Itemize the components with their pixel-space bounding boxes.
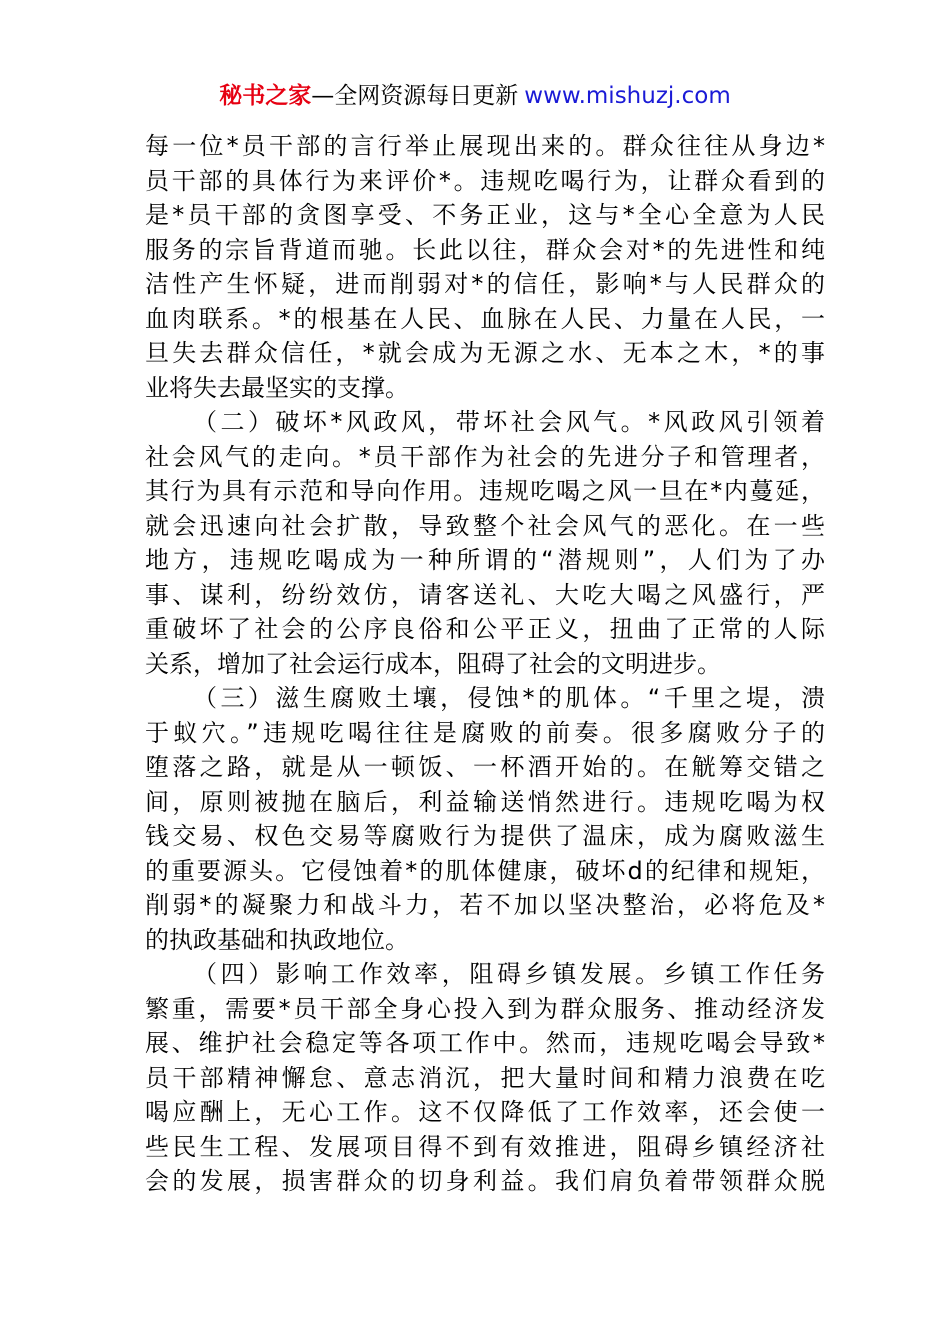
text-line: 会的发展，损害群众的切身利益。我们肩负着带领群众脱: [145, 1167, 825, 1195]
text-line: 社会风气的走向。*员干部作为社会的先进分子和管理者，: [145, 442, 825, 471]
text-line: 血肉联系。*的根基在人民、血脉在人民、力量在人民，一: [145, 304, 825, 333]
text-line: 业将失去最坚实的支撑。: [145, 373, 409, 402]
page-header: [0, 80, 950, 112]
text-line: 就会迅速向社会扩散，导致整个社会风气的恶化。在一些: [145, 511, 825, 540]
header-tagline: —全网资源每日更新: [311, 83, 519, 109]
text-line: 旦失去群众信任，*就会成为无源之水、无本之木，*的事: [145, 339, 825, 367]
brand-name: 秘书之家: [219, 83, 312, 109]
text-line: 服务的宗旨背道而驰。长此以往，群众会对*的先进性和纯: [145, 235, 825, 264]
section-heading-line: （三）滋生腐败土壤，侵蚀*的肌体。“千里之堤，溃: [193, 684, 825, 712]
website-link[interactable]: www.mishuzj.com: [524, 83, 731, 109]
section-heading-line: （四）影响工作效率，阻碍乡镇发展。乡镇工作任务: [193, 960, 825, 988]
text-line: 钱交易、权色交易等腐败行为提供了温床，成为腐败滋生: [145, 822, 825, 850]
document-body: [145, 129, 825, 1199]
text-line: 的执政基础和执政地位。: [145, 925, 409, 954]
text-line: 重破坏了社会的公序良俗和公平正义，扭曲了正常的人际: [145, 615, 825, 643]
text-line: 繁重，需要*员干部全身心投入到为群众服务、推动经济发: [145, 994, 825, 1023]
text-line: 的重要源头。它侵蚀着*的肌体健康，破坏d的纪律和规矩，: [145, 856, 825, 885]
text-line: 事、谋利，纷纷效仿，请客送礼、大吃大喝之风盛行，严: [145, 580, 825, 609]
text-line: 些民生工程、发展项目得不到有效推进，阻碍乡镇经济社: [145, 1132, 825, 1161]
text-line: 展、维护社会稳定等各项工作中。然而，违规吃喝会导致*: [145, 1029, 825, 1057]
text-line: 关系，增加了社会运行成本，阻碍了社会的文明进步。: [145, 649, 721, 678]
text-line: 堕落之路，就是从一顿饭、一杯酒开始的。在觥筹交错之: [145, 753, 825, 781]
text-line: 于蚁穴。”违规吃喝往往是腐败的前奏。很多腐败分子的: [145, 718, 825, 747]
text-line: 喝应酬上，无心工作。这不仅降低了工作效率，还会使一: [145, 1098, 825, 1126]
text-line: 是*员干部的贪图享受、不务正业，这与*全心全意为人民: [145, 201, 825, 229]
text-line: 其行为具有示范和导向作用。违规吃喝之风一旦在*内蔓延，: [145, 477, 825, 505]
text-line: 削弱*的凝聚力和战斗力，若不加以坚决整治，必将危及*: [145, 891, 825, 919]
text-line: 每一位*员干部的言行举止展现出来的。群众往往从身边*: [145, 132, 825, 160]
text-line: 间，原则被抛在脑后，利益输送悄然进行。违规吃喝为权: [145, 787, 825, 816]
text-line: 地方，违规吃喝成为一种所谓的“潜规则”，人们为了办: [145, 546, 825, 574]
text-line: 员干部精神懈怠、意志消沉，把大量时间和精力浪费在吃: [145, 1063, 825, 1092]
section-heading-line: （二）破坏*风政风，带坏社会风气。*风政风引领着: [193, 408, 825, 436]
text-line: 员干部的具体行为来评价*。违规吃喝行为，让群众看到的: [145, 166, 825, 195]
text-line: 洁性产生怀疑，进而削弱对*的信任，影响*与人民群众的: [145, 270, 825, 298]
